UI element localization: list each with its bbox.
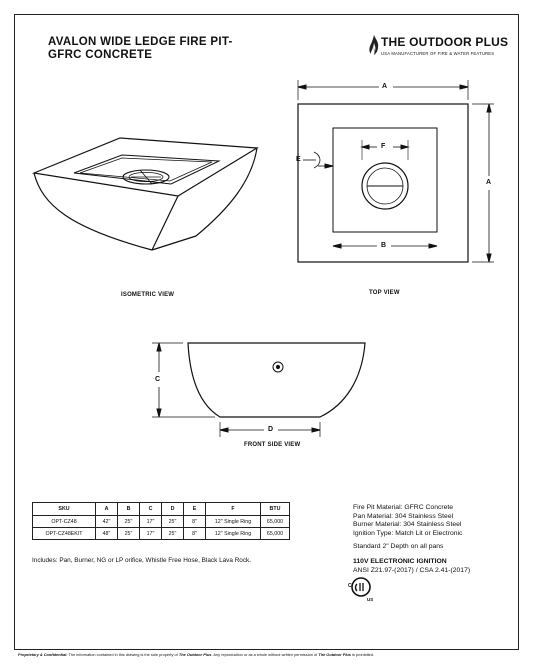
cell-f: 12" Single Ring bbox=[206, 528, 261, 540]
footer-text-2: . Any reproduction or as a whole without written permission of bbox=[211, 652, 319, 657]
csa-mark-icon bbox=[343, 576, 383, 604]
brand-tagline: USA MANUFACTURER OF FIRE & WATER FEATURES bbox=[381, 51, 495, 56]
cell-sku: OPT-CZ48 bbox=[33, 516, 96, 528]
isometric-drawing bbox=[34, 138, 257, 250]
col-header-sku: SKU bbox=[33, 503, 96, 516]
dim-e: E bbox=[296, 156, 301, 163]
certification-standard: ANSI Z21.97-(2017) / CSA 2.41-(2017) bbox=[353, 567, 471, 574]
cell-b: 25" bbox=[118, 516, 140, 528]
cell-c: 17" bbox=[140, 528, 162, 540]
cell-a: 48" bbox=[96, 528, 118, 540]
footer-lead: Proprietary & Confidential: bbox=[18, 652, 68, 657]
cell-e: 8" bbox=[184, 516, 206, 528]
isometric-view-label: ISOMETRIC VIEW bbox=[121, 292, 175, 298]
footer-owner-2: The Outdoor Plus bbox=[318, 652, 351, 657]
footer-disclaimer bbox=[18, 652, 374, 657]
dim-b: B bbox=[381, 242, 387, 249]
table-header-row bbox=[33, 503, 290, 516]
footer-owner-1: The Outdoor Plus bbox=[178, 652, 212, 657]
page-title: AVALON WIDE LEDGE FIRE PIT- GFRC CONCRETE bbox=[48, 36, 233, 61]
dim-a-side: A bbox=[486, 179, 492, 186]
brand-name: THE OUTDOOR PLUS bbox=[381, 35, 509, 49]
col-header-b: B bbox=[118, 503, 140, 516]
col-header-d: D bbox=[162, 503, 184, 516]
cell-btu: 65,000 bbox=[261, 528, 290, 540]
standard-depth-note: Standard 2" Depth on all pans bbox=[353, 543, 444, 550]
table-row bbox=[33, 516, 290, 528]
dim-a-top: A bbox=[382, 83, 388, 90]
footer-text-1: The information contained in this drawing is the sole property of bbox=[67, 652, 179, 657]
cert-c-label: C bbox=[348, 583, 352, 589]
col-header-c: C bbox=[140, 503, 162, 516]
spec-table bbox=[32, 502, 290, 540]
dim-d: D bbox=[268, 426, 274, 433]
cell-a: 42" bbox=[96, 516, 118, 528]
cell-c: 17" bbox=[140, 516, 162, 528]
footer-text-3: is prohibited. bbox=[350, 652, 375, 657]
dim-c: C bbox=[155, 376, 161, 383]
table-row bbox=[33, 528, 290, 540]
cell-b: 25" bbox=[118, 528, 140, 540]
cell-f: 12" Single Ring bbox=[206, 516, 261, 528]
csa-mark-graphic bbox=[343, 576, 383, 604]
dim-f: F bbox=[381, 143, 386, 150]
cert-us-label: US bbox=[367, 597, 374, 602]
col-header-a: A bbox=[96, 503, 118, 516]
col-header-btu: BTU bbox=[261, 503, 290, 516]
col-header-f: F bbox=[206, 503, 261, 516]
includes-note: Includes: Pan, Burner, NG or LP orifice, Whistle Free Hose, Black Lava Rock. bbox=[32, 557, 252, 564]
front-view-drawing bbox=[152, 343, 365, 437]
materials-list: Fire Pit Material: GFRC Concrete Pan Material: 304 Stainless Steel Burner Material: 304 Stainless Steel Ignition Type: Match Lit or Electronic bbox=[353, 504, 463, 537]
cell-btu: 65,000 bbox=[261, 516, 290, 528]
front-view-label: FRONT SIDE VIEW bbox=[244, 442, 301, 448]
cell-sku: OPT-CZ48EKIT bbox=[33, 528, 96, 540]
top-view-label: TOP VIEW bbox=[369, 290, 400, 296]
col-header-e: E bbox=[184, 503, 206, 516]
cell-d: 25" bbox=[162, 516, 184, 528]
cell-d: 25" bbox=[162, 528, 184, 540]
ignition-heading: 110V ELECTRONIC IGNITION bbox=[353, 558, 447, 565]
cell-e: 8" bbox=[184, 528, 206, 540]
top-view-drawing bbox=[298, 80, 494, 262]
